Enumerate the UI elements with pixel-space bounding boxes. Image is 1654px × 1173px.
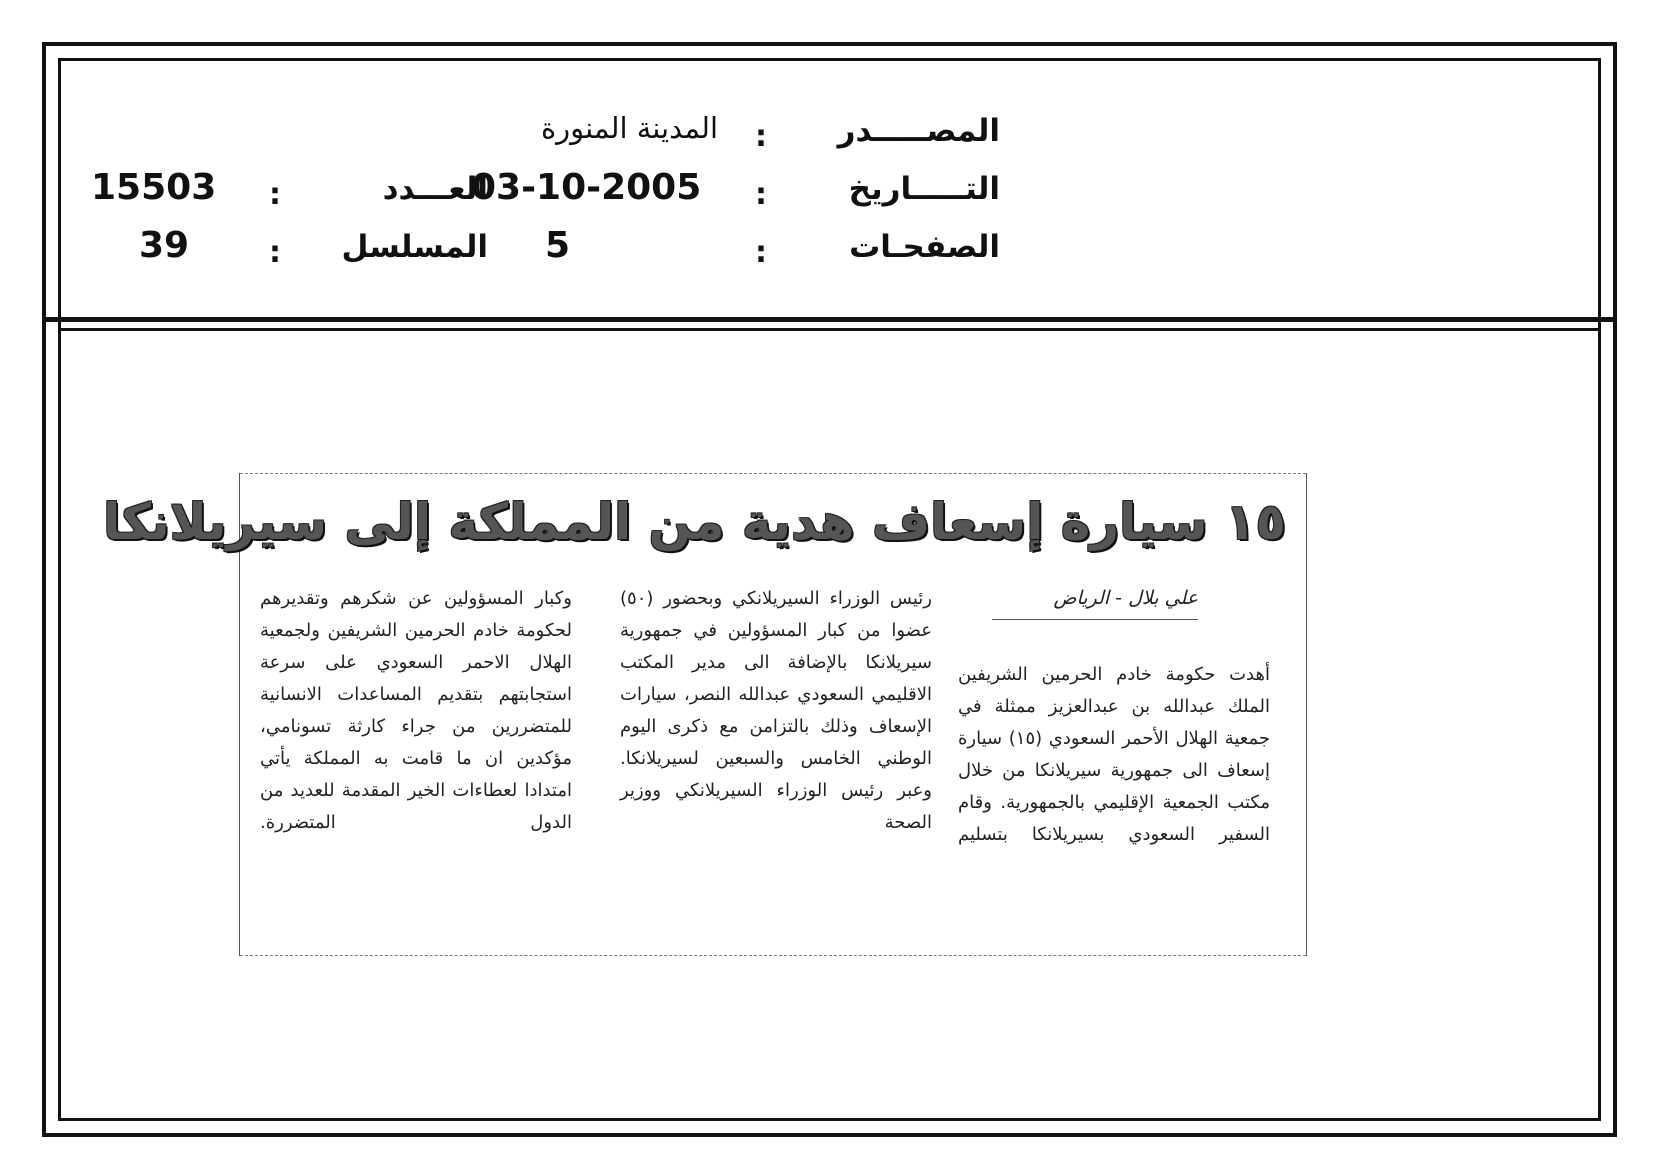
source-value: المدينة المنورة	[540, 111, 718, 145]
date-value: 03-10-2005	[471, 167, 702, 208]
article-column-middle-text: رئيس الوزراء السيريلانكي وبحضور (٥٠) عضوا من كبار المسؤولين في جمهورية سيريلانكا بالإضافة الى مدير المكتب الاقليمي السعودي عبدالله النصر، سيارات الإسعاف وذلك بالتزامن مع ذكرى اليوم الوطني الخامس والسبعين لسيريلانكا. وعبر رئيس الوزراء السيريلانكي ووزير الصحة	[620, 588, 932, 833]
article-byline: علي بلال - الرياض	[992, 587, 1198, 620]
page-outer-border	[42, 42, 1617, 1137]
issue-colon: :	[269, 177, 281, 212]
article-column-right-text: أهدت حكومة خادم الحرمين الشريفين الملك عبدالله بن عبدالعزيز ممثلة في جمعية الهلال الأحمر السعودي (١٥) سيارة إسعاف الى جمهورية سيريلانكا من خلال مكتب الجمعية الإقليمي بالجمهورية. وقام السفير السعودي بسيريلانكا بتسليم	[958, 664, 1270, 845]
article-headline: ١٥ سيارة إسعاف هدية من المملكة إلى سيريلانكا	[103, 493, 1286, 551]
metadata-header	[61, 61, 1598, 317]
issue-value: 15503	[91, 167, 217, 208]
source-label: المصـــــدر	[837, 113, 1000, 149]
pages-colon: :	[755, 235, 767, 270]
source-colon: :	[755, 119, 767, 154]
date-colon: :	[755, 177, 767, 212]
article-column-middle	[620, 583, 932, 839]
issue-label: العـــدد	[382, 171, 488, 207]
serial-colon: :	[269, 235, 281, 270]
clipping-bottom-rule	[240, 955, 1306, 956]
article-column-left	[260, 583, 572, 839]
pages-value: 5	[545, 225, 571, 266]
date-label: التـــــاريخ	[848, 171, 1000, 207]
article-column-left-text: وكبار المسؤولين عن شكرهم وتقديرهم لحكومة خادم الحرمين الشريفين ولجمعية الهلال الاحمر السعودي على سرعة استجابتهم بتقديم المساعدات الانسانية للمتضررين من جراء كارثة تسونامي، مؤكدين ان ما قامت به المملكة يأتي امتدادا لعطاءات الخير المقدمة للعديد من الدول المتضررة.	[260, 588, 572, 833]
serial-value: 39	[139, 225, 190, 266]
header-divider-thick	[45, 317, 1614, 322]
article-column-right	[958, 659, 1270, 851]
clipping-top-rule	[240, 473, 1306, 474]
serial-label: المسلسل	[341, 229, 488, 265]
page-inner-border	[58, 58, 1601, 1121]
pages-label: الصفحـات	[849, 229, 1000, 265]
header-divider-thin	[61, 328, 1598, 331]
newspaper-clipping	[103, 473, 1307, 956]
